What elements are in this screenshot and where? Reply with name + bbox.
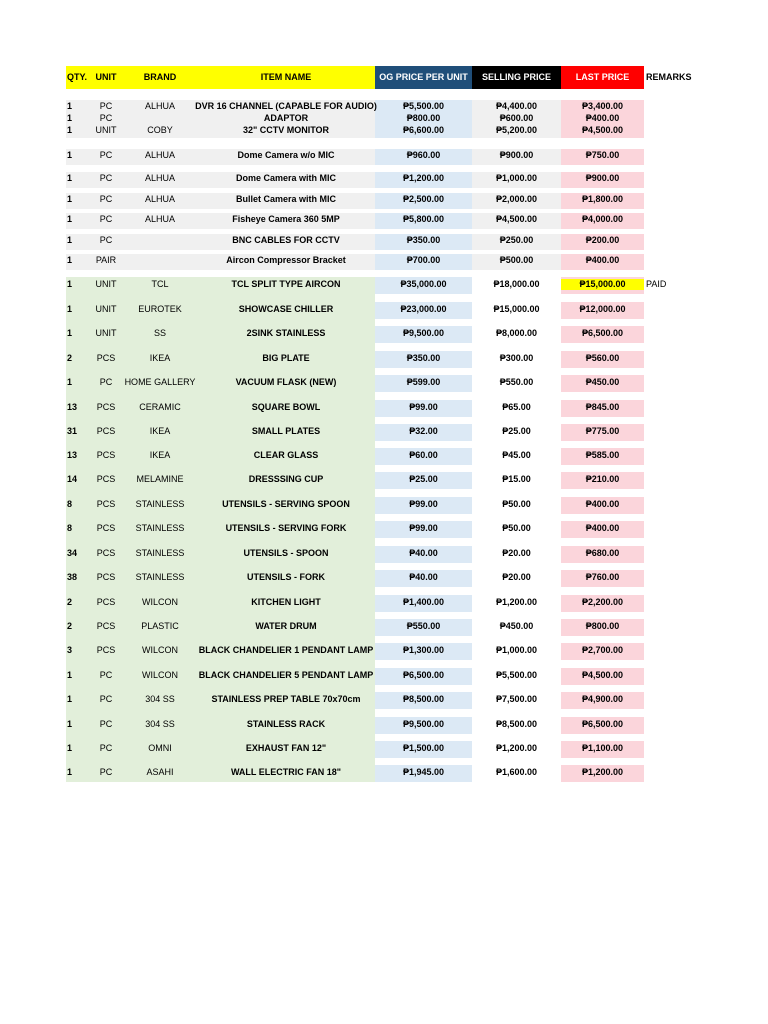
brand-cell: 304 SS — [145, 719, 175, 729]
item-name-cell: BNC CABLES FOR CCTV — [232, 235, 340, 245]
selling-price-cell: ₱8,000.00 — [495, 328, 538, 338]
og-price-cell: ₱599.00 — [406, 377, 441, 387]
remarks-cell — [644, 548, 700, 559]
brand-cell: ALHUA — [144, 194, 175, 204]
unit-cell: PC — [99, 214, 113, 224]
item-name-cell: WATER DRUM — [255, 621, 317, 631]
remarks-cell — [644, 402, 700, 413]
brand-cell: SS — [153, 328, 166, 338]
table-row — [66, 719, 700, 730]
header-qty: QTY. — [66, 66, 88, 89]
last-price-cell: ₱1,100.00 — [581, 743, 624, 753]
item-name-cell: UTENSILS - SERVING SPOON — [222, 499, 350, 509]
og-price-cell: ₱40.00 — [409, 572, 438, 582]
selling-price-cell: ₱600.00 — [499, 113, 534, 123]
selling-price-cell: ₱8,500.00 — [495, 719, 538, 729]
remarks-cell — [644, 645, 700, 656]
unit-cell: UNIT — [95, 304, 117, 314]
table-row — [66, 499, 700, 510]
remarks-cell — [644, 125, 700, 136]
qty-cell: 1 — [67, 101, 73, 111]
og-price-cell: ₱350.00 — [406, 353, 441, 363]
qty-cell: 13 — [67, 450, 78, 460]
selling-price-cell: ₱2,000.00 — [495, 194, 538, 204]
og-price-cell: ₱5,500.00 — [402, 101, 445, 111]
selling-price-cell: ₱18,000.00 — [493, 279, 540, 289]
brand-cell: ASAHI — [146, 767, 174, 777]
last-price-cell: ₱800.00 — [585, 621, 620, 631]
unit-cell: PCS — [96, 353, 116, 363]
og-price-cell: ₱1,400.00 — [402, 597, 445, 607]
table-row — [66, 597, 700, 608]
remarks-cell — [644, 694, 700, 705]
table-row — [66, 125, 700, 136]
table-row — [66, 113, 700, 124]
last-price-cell: ₱15,000.00 — [561, 279, 644, 290]
table-row — [66, 450, 700, 461]
brand-cell — [124, 255, 196, 266]
brand-cell: IKEA — [149, 353, 171, 363]
remarks-cell — [644, 621, 700, 632]
unit-cell: PC — [99, 101, 113, 111]
last-price-cell: ₱200.00 — [585, 235, 620, 245]
og-price-cell: ₱1,500.00 — [402, 743, 445, 753]
selling-price-cell: ₱50.00 — [502, 499, 531, 509]
qty-cell: 1 — [67, 694, 73, 704]
og-price-cell: ₱2,500.00 — [402, 194, 445, 204]
brand-cell: OMNI — [148, 743, 172, 753]
unit-cell: PC — [99, 670, 113, 680]
selling-price-cell: ₱15,000.00 — [493, 304, 540, 314]
qty-cell: 2 — [67, 621, 73, 631]
last-price-cell: ₱750.00 — [585, 150, 620, 160]
og-price-cell: ₱9,500.00 — [402, 328, 445, 338]
last-price-cell: ₱400.00 — [585, 255, 620, 265]
last-price-cell: ₱585.00 — [585, 450, 620, 460]
unit-cell: UNIT — [95, 279, 117, 289]
brand-cell: WILCON — [142, 670, 178, 680]
og-price-cell: ₱23,000.00 — [400, 304, 447, 314]
brand-cell: IKEA — [149, 426, 171, 436]
last-price-cell: ₱12,000.00 — [579, 304, 626, 314]
table-row — [66, 694, 700, 705]
brand-cell: EUROTEK — [138, 304, 182, 314]
remarks-cell — [644, 450, 700, 461]
unit-cell: PC — [99, 150, 113, 160]
last-price-cell: ₱4,500.00 — [581, 670, 624, 680]
remarks-cell — [644, 767, 700, 778]
selling-price-cell: ₱1,600.00 — [495, 767, 538, 777]
unit-cell: PCS — [96, 499, 116, 509]
qty-cell: 13 — [67, 402, 78, 412]
table-row — [66, 328, 700, 339]
table-row — [66, 523, 700, 534]
qty-cell: 1 — [67, 670, 73, 680]
item-name-cell: BIG PLATE — [262, 353, 310, 363]
unit-cell: PAIR — [95, 255, 117, 265]
unit-cell: PC — [99, 113, 113, 123]
qty-cell: 1 — [67, 377, 73, 387]
remarks-cell — [644, 150, 700, 161]
brand-cell: STAINLESS — [135, 499, 185, 509]
unit-cell: PC — [99, 173, 113, 183]
unit-cell: PCS — [96, 523, 116, 533]
table-row — [66, 572, 700, 583]
remarks-cell — [644, 426, 700, 437]
unit-cell: PCS — [96, 572, 116, 582]
item-name-cell: WALL ELECTRIC FAN 18" — [230, 767, 342, 777]
selling-price-cell: ₱5,200.00 — [495, 125, 538, 135]
item-name-cell: Dome Camera w/o MIC — [237, 150, 335, 160]
brand-cell: TCL — [151, 279, 169, 289]
unit-cell: PCS — [96, 474, 116, 484]
item-name-cell: SQUARE BOWL — [251, 402, 321, 412]
item-name-cell: UTENSILS - SPOON — [243, 548, 329, 558]
qty-cell: 14 — [67, 474, 78, 484]
table-row — [66, 353, 700, 364]
og-price-cell: ₱25.00 — [409, 474, 438, 484]
remarks-cell — [644, 304, 700, 315]
brand-cell: 304 SS — [145, 694, 175, 704]
last-price-cell: ₱775.00 — [585, 426, 620, 436]
last-price-cell: ₱2,700.00 — [581, 645, 624, 655]
selling-price-cell: ₱50.00 — [502, 523, 531, 533]
brand-cell: STAINLESS — [135, 523, 185, 533]
remarks-cell — [644, 670, 700, 681]
remarks-cell: PAID — [646, 279, 667, 289]
item-name-cell: EXHAUST FAN 12" — [245, 743, 327, 753]
item-name-cell: Fisheye Camera 360 5MP — [232, 214, 340, 224]
last-price-cell: ₱2,200.00 — [581, 597, 624, 607]
selling-price-cell: ₱15.00 — [502, 474, 531, 484]
selling-price-cell: ₱5,500.00 — [495, 670, 538, 680]
og-price-cell: ₱99.00 — [409, 499, 438, 509]
qty-cell: 1 — [67, 719, 73, 729]
selling-price-cell: ₱45.00 — [502, 450, 531, 460]
qty-cell: 1 — [67, 125, 73, 135]
qty-cell: 1 — [67, 194, 73, 204]
last-price-cell: ₱210.00 — [585, 474, 620, 484]
qty-cell: 31 — [67, 426, 78, 436]
unit-cell: UNIT — [95, 125, 117, 135]
last-price-cell: ₱4,900.00 — [581, 694, 624, 704]
og-price-cell: ₱32.00 — [409, 426, 438, 436]
last-price-cell: ₱1,200.00 — [581, 767, 624, 777]
table-row — [66, 767, 700, 778]
item-name-cell: DRESSSING CUP — [248, 474, 324, 484]
last-price-cell: ₱4,500.00 — [581, 125, 624, 135]
table-body — [66, 0, 700, 1024]
last-price-cell: ₱6,500.00 — [581, 328, 624, 338]
table-row — [66, 402, 700, 413]
remarks-cell — [644, 255, 700, 266]
header-og-price: OG PRICE PER UNIT — [375, 66, 472, 89]
table-row — [66, 255, 700, 266]
remarks-cell — [644, 194, 700, 205]
unit-cell: PC — [99, 767, 113, 777]
table-row — [66, 621, 700, 632]
item-name-cell: UTENSILS - SERVING FORK — [225, 523, 347, 533]
brand-cell: WILCON — [142, 597, 178, 607]
selling-price-cell: ₱450.00 — [499, 621, 534, 631]
unit-cell: PCS — [96, 450, 116, 460]
last-price-cell: ₱450.00 — [585, 377, 620, 387]
qty-cell: 3 — [67, 645, 73, 655]
selling-price-cell: ₱7,500.00 — [495, 694, 538, 704]
qty-cell: 1 — [67, 279, 73, 289]
remarks-cell — [644, 235, 700, 246]
og-price-cell: ₱60.00 — [409, 450, 438, 460]
last-price-cell: ₱760.00 — [585, 572, 620, 582]
qty-cell: 38 — [67, 572, 78, 582]
qty-cell: 8 — [67, 523, 73, 533]
last-price-cell: ₱400.00 — [585, 499, 620, 509]
unit-cell: PCS — [96, 402, 116, 412]
table-row — [66, 304, 700, 315]
og-price-cell: ₱8,500.00 — [402, 694, 445, 704]
item-name-cell: DVR 16 CHANNEL (CAPABLE FOR AUDIO) — [195, 101, 377, 111]
og-price-cell: ₱960.00 — [406, 150, 441, 160]
unit-cell: PCS — [96, 426, 116, 436]
remarks-cell — [644, 597, 700, 608]
selling-price-cell: ₱300.00 — [499, 353, 534, 363]
remarks-cell — [644, 743, 700, 754]
og-price-cell: ₱40.00 — [409, 548, 438, 558]
og-price-cell: ₱1,300.00 — [402, 645, 445, 655]
item-name-cell: ADAPTOR — [263, 113, 309, 123]
brand-cell: STAINLESS — [135, 548, 185, 558]
table-row — [66, 670, 700, 681]
og-price-cell: ₱99.00 — [409, 402, 438, 412]
item-name-cell: 32" CCTV MONITOR — [242, 125, 330, 135]
qty-cell: 1 — [67, 255, 73, 265]
qty-cell: 1 — [67, 767, 73, 777]
brand-cell: STAINLESS — [135, 572, 185, 582]
remarks-cell — [644, 719, 700, 730]
item-name-cell: CLEAR GLASS — [253, 450, 319, 460]
remarks-cell — [644, 572, 700, 583]
item-name-cell: Bullet Camera with MIC — [235, 194, 336, 204]
item-name-cell: Aircon Compressor Bracket — [226, 255, 346, 265]
table-row — [66, 426, 700, 437]
og-price-cell: ₱350.00 — [406, 235, 441, 245]
last-price-cell: ₱400.00 — [585, 523, 620, 533]
og-price-cell: ₱6,600.00 — [402, 125, 445, 135]
header-brand: BRAND — [124, 66, 196, 89]
remarks-cell — [644, 474, 700, 485]
item-name-cell: TCL SPLIT TYPE AIRCON — [231, 279, 341, 289]
qty-cell: 34 — [67, 548, 78, 558]
qty-cell: 1 — [67, 235, 73, 245]
remarks-cell — [644, 101, 700, 112]
item-name-cell: BLACK CHANDELIER 5 PENDANT LAMP — [198, 670, 374, 680]
table-row — [66, 214, 700, 225]
qty-cell: 1 — [67, 214, 73, 224]
brand-cell — [124, 235, 196, 246]
table-row — [66, 150, 700, 161]
remarks-cell — [644, 173, 700, 184]
last-price-cell: ₱845.00 — [585, 402, 620, 412]
og-price-cell: ₱35,000.00 — [400, 279, 447, 289]
og-price-cell: ₱800.00 — [406, 113, 441, 123]
unit-cell: PC — [99, 194, 113, 204]
og-price-cell: ₱6,500.00 — [402, 670, 445, 680]
unit-cell: PCS — [96, 621, 116, 631]
brand-cell: COBY — [147, 125, 173, 135]
og-price-cell: ₱5,800.00 — [402, 214, 445, 224]
selling-price-cell: ₱1,200.00 — [495, 597, 538, 607]
selling-price-cell: ₱550.00 — [499, 377, 534, 387]
last-price-cell: ₱400.00 — [585, 113, 620, 123]
item-name-cell: STAINLESS RACK — [246, 719, 326, 729]
item-name-cell: SHOWCASE CHILLER — [238, 304, 334, 314]
selling-price-cell: ₱20.00 — [502, 572, 531, 582]
brand-cell: PLASTIC — [141, 621, 179, 631]
item-name-cell: KITCHEN LIGHT — [251, 597, 321, 607]
brand-cell: ALHUA — [144, 101, 175, 111]
selling-price-cell: ₱250.00 — [499, 235, 534, 245]
header-last-price: LAST PRICE — [561, 66, 644, 89]
table-row — [66, 101, 700, 112]
remarks-cell — [644, 499, 700, 510]
table-row — [66, 377, 700, 388]
header-remarks: REMARKS — [646, 72, 692, 82]
brand-cell: IKEA — [149, 450, 171, 460]
unit-cell: PC — [99, 377, 113, 387]
table-row — [66, 743, 700, 754]
brand-cell: ALHUA — [144, 173, 175, 183]
unit-cell: PCS — [96, 645, 116, 655]
qty-cell: 1 — [67, 328, 73, 338]
remarks-cell — [644, 113, 700, 124]
last-price-cell: ₱3,400.00 — [581, 101, 624, 111]
last-price-cell: ₱4,000.00 — [581, 214, 624, 224]
unit-cell: PC — [99, 694, 113, 704]
qty-cell: 1 — [67, 304, 73, 314]
selling-price-cell: ₱25.00 — [502, 426, 531, 436]
selling-price-cell: ₱4,400.00 — [495, 101, 538, 111]
og-price-cell: ₱99.00 — [409, 523, 438, 533]
last-price-cell: ₱6,500.00 — [581, 719, 624, 729]
table-row — [66, 474, 700, 485]
table-row — [66, 235, 700, 246]
brand-cell: WILCON — [142, 645, 178, 655]
unit-cell: PC — [99, 235, 113, 245]
og-price-cell: ₱550.00 — [406, 621, 441, 631]
header-selling-price: SELLING PRICE — [472, 66, 561, 89]
table-row — [66, 194, 700, 205]
header-unit: UNIT — [88, 66, 124, 89]
selling-price-cell: ₱4,500.00 — [495, 214, 538, 224]
item-name-cell: Dome Camera with MIC — [235, 173, 337, 183]
remarks-cell — [644, 353, 700, 364]
brand-cell: HOME GALLERY — [124, 377, 196, 387]
last-price-cell: ₱1,800.00 — [581, 194, 624, 204]
qty-cell: 1 — [67, 150, 73, 160]
qty-cell: 1 — [67, 113, 73, 123]
last-price-cell: ₱900.00 — [585, 173, 620, 183]
qty-cell: 2 — [67, 353, 73, 363]
unit-cell: PCS — [96, 548, 116, 558]
table-row — [66, 645, 700, 656]
selling-price-cell: ₱900.00 — [499, 150, 534, 160]
selling-price-cell: ₱20.00 — [502, 548, 531, 558]
last-price-cell: ₱560.00 — [585, 353, 620, 363]
qty-cell: 2 — [67, 597, 73, 607]
brand-cell: MELAMINE — [136, 474, 184, 484]
brand-cell: CERAMIC — [139, 402, 181, 412]
brand-cell — [124, 113, 196, 124]
remarks-cell — [644, 214, 700, 225]
item-name-cell: 2SINK STAINLESS — [246, 328, 326, 338]
selling-price-cell: ₱1,200.00 — [495, 743, 538, 753]
table-row — [66, 548, 700, 559]
qty-cell: 8 — [67, 499, 73, 509]
remarks-cell — [644, 377, 700, 388]
unit-cell: PC — [99, 743, 113, 753]
remarks-cell — [644, 523, 700, 534]
brand-cell: ALHUA — [144, 150, 175, 160]
selling-price-cell: ₱1,000.00 — [495, 645, 538, 655]
og-price-cell: ₱1,200.00 — [402, 173, 445, 183]
unit-cell: UNIT — [95, 328, 117, 338]
selling-price-cell: ₱500.00 — [499, 255, 534, 265]
unit-cell: PC — [99, 719, 113, 729]
item-name-cell: VACUUM FLASK (NEW) — [235, 377, 337, 387]
og-price-cell: ₱700.00 — [406, 255, 441, 265]
selling-price-cell: ₱1,000.00 — [495, 173, 538, 183]
qty-cell: 1 — [67, 743, 73, 753]
brand-cell: ALHUA — [144, 214, 175, 224]
og-price-cell: ₱1,945.00 — [402, 767, 445, 777]
remarks-cell — [644, 328, 700, 339]
item-name-cell: STAINLESS PREP TABLE 70x70cm — [211, 694, 361, 704]
table-row — [66, 173, 700, 184]
header-item-name: ITEM NAME — [196, 66, 376, 89]
table-row — [66, 279, 700, 290]
item-name-cell: UTENSILS - FORK — [247, 572, 325, 582]
item-name-cell: SMALL PLATES — [251, 426, 321, 436]
selling-price-cell: ₱65.00 — [502, 402, 531, 412]
unit-cell: PCS — [96, 597, 116, 607]
last-price-cell: ₱680.00 — [585, 548, 620, 558]
item-name-cell: BLACK CHANDELIER 1 PENDANT LAMP — [198, 645, 374, 655]
og-price-cell: ₱9,500.00 — [402, 719, 445, 729]
qty-cell: 1 — [67, 173, 73, 183]
